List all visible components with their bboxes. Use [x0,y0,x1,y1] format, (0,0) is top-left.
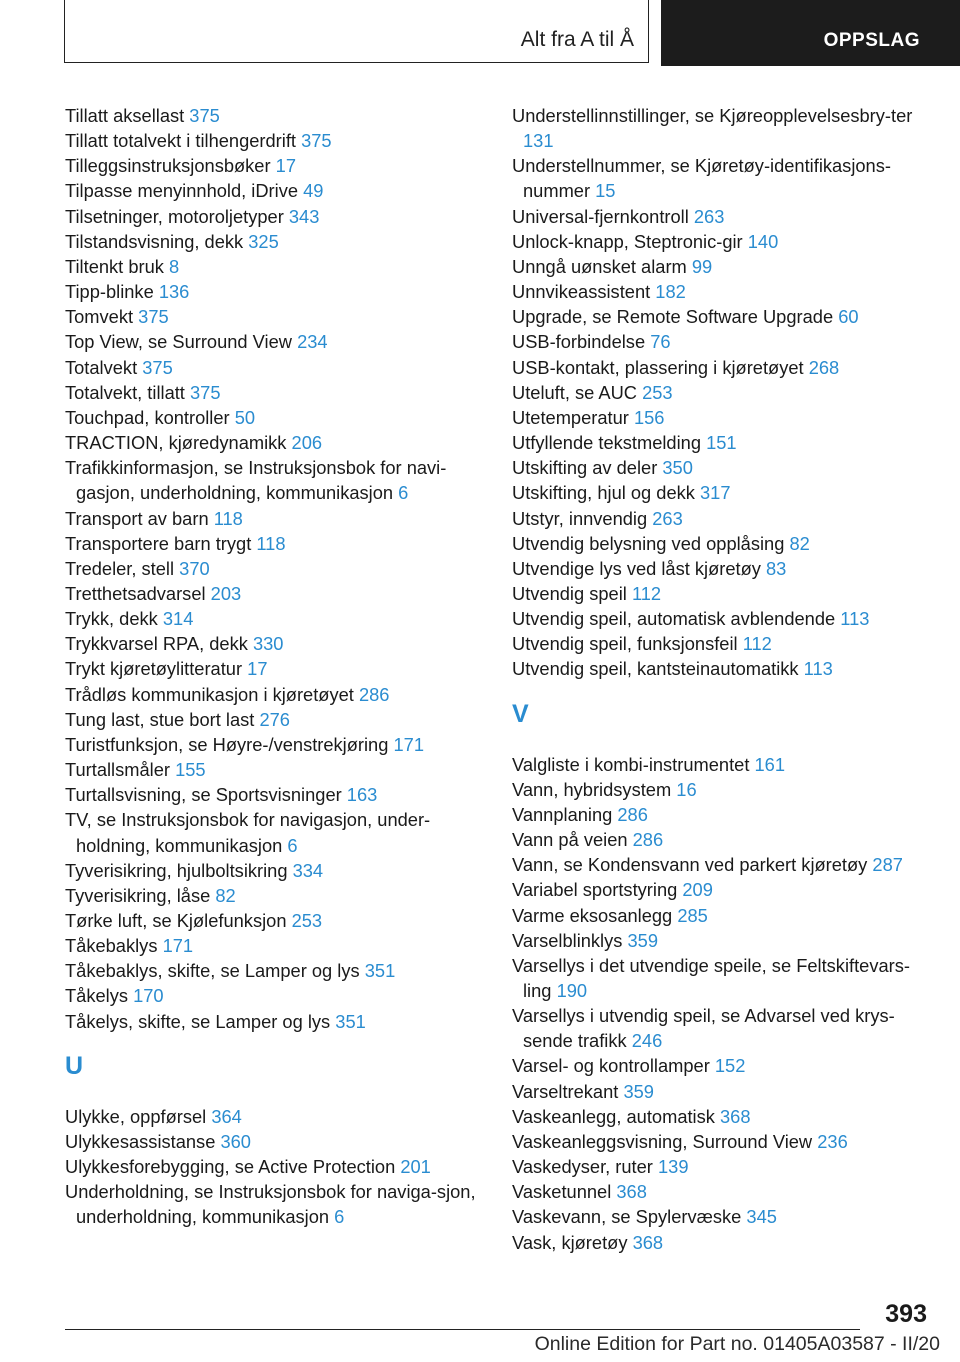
index-entry-text: Understellinnstillinger, se Kjøreopplevelsesbry‐ter [512,105,913,126]
index-entry-text: Vaskevann, se Spylervæske [512,1206,742,1228]
index-entry-text: Variabel sportstyring [512,879,678,901]
index-entry [512,1154,932,1179]
index-entry-text: USB-forbindelse [512,331,646,353]
index-entry-text: Vaskeanleggsvisning, Surround View [512,1130,813,1152]
index-entry-text: Varsellys i utvendig speil, se Advarsel ved krys‐sende trafikk [512,1005,895,1052]
page-reference-link[interactable]: 286 [358,683,390,705]
index-entry [65,405,485,430]
index-entry [65,380,485,405]
index-entry [65,631,485,656]
index-entry [512,103,932,153]
index-entry-text: Trykk, dekk [65,608,158,630]
index-entry-text: Varseltrekant [512,1080,619,1102]
page-header [0,0,960,66]
index-entry [512,752,932,777]
index-entry [65,455,485,505]
page-reference-link[interactable]: 99 [691,255,713,277]
index-entry-text: Tåkelys [65,985,128,1007]
index-entry [512,531,932,556]
index-entry-text: Ulykkesassistanse [65,1130,216,1152]
index-entry-text: Universal-fjernkontroll [512,205,689,227]
page-reference-link[interactable]: 209 [682,879,713,901]
index-entry [512,153,932,203]
index-entry-text: Underholdning, se Instruksjonsbok for naviga‐sjon, underholdning, kommunikasjon [65,1181,476,1228]
index-entry-text: Tåkelys, skifte, se Lamper og lys [65,1010,331,1032]
index-entry-text: Vann, se Kondensvann ved parkert kjøretøy [512,854,868,876]
page-reference-link[interactable]: 370 [179,557,210,579]
index-entry [512,581,932,606]
page-reference-link[interactable]: 190 [556,980,588,1001]
index-entry-text: Varselblinklys [512,929,623,951]
index-entry [512,480,932,505]
page-reference-link[interactable]: 6 [287,834,298,856]
index-entry-text: Trådløs kommunikasjon i kjøretøyet [65,683,354,705]
index-entry [65,229,485,254]
page-reference-link[interactable]: 16 [676,778,697,800]
index-entry-text: Utstyr, innvendig [512,507,648,529]
index-entry-text: Tung last, stue bort last [65,708,255,730]
index-entry-text: Vasketunnel [512,1181,612,1203]
index-entry [65,153,485,178]
page-reference-link[interactable]: 359 [627,929,659,951]
index-entry [512,556,932,581]
page-reference-link[interactable]: 285 [677,904,708,926]
index-entry [512,656,932,681]
index-entry [512,928,932,953]
page-reference-link[interactable]: 314 [162,608,194,630]
page-reference-link[interactable]: 359 [623,1080,654,1102]
page-reference-link[interactable]: 253 [291,910,323,931]
index-column-right [512,103,932,1255]
page-reference-link[interactable]: 118 [213,507,243,529]
page-reference-link[interactable]: 276 [259,708,290,730]
index-entry [65,606,485,631]
page-reference-link[interactable]: 17 [275,155,297,177]
index-entry [512,506,932,531]
index-entry-text: Utvendige lys ved låst kjøretøy [512,557,761,579]
index-entry-text: Turistfunksjon, se Høyre-/venstrekjøring [65,733,389,755]
index-entry [512,329,932,354]
page-reference-link[interactable]: 49 [303,180,324,202]
page-reference-link[interactable]: 118 [256,532,286,554]
index-entry-text: Unngå uønsket alarm [512,255,687,277]
index-entry-text: Ulykkesforebygging, se Active Protection [65,1156,396,1178]
index-entry-text: Utvendig speil, kantsteinautomatikk [512,658,799,680]
index-entry-text: Tillatt aksellast [65,105,185,126]
index-entry [65,656,485,681]
index-entry [65,430,485,455]
index-entry [512,380,932,405]
index-entry [65,178,485,203]
index-entry-text: Transport av barn [65,507,209,529]
index-entry-text: Vannplaning [512,803,613,825]
index-entry-text: Unnvikeassistent [512,281,651,303]
index-entry [65,556,485,581]
index-entry-text: Utvendig speil, automatisk avblendende [512,608,836,630]
index-entry [512,852,932,877]
index-entry-text: Tiltenkt bruk [65,255,164,277]
index-entry-text: Tåkebaklys [65,935,158,957]
page-reference-link[interactable]: 246 [631,1030,663,1052]
page-reference-link[interactable]: 201 [400,1156,431,1178]
page-reference-link[interactable]: 8 [168,255,180,277]
index-entry-text: Upgrade, se Remote Software Upgrade [512,306,834,328]
index-entry-text: Tilleggsinstruksjonsbøker [65,155,271,177]
page-reference-link[interactable]: 170 [133,985,164,1007]
index-entry [65,254,485,279]
page-reference-link[interactable]: 155 [175,759,206,781]
index-entry-text: TRACTION, kjøredynamikk [65,432,287,454]
index-entry [65,103,485,128]
index-entry [65,983,485,1008]
index-entry-text: Trykt kjøretøylitteratur [65,658,243,680]
page-reference-link[interactable]: 6 [398,482,409,504]
index-entry-text: Tretthetsadvarsel [65,582,206,604]
page-reference-link[interactable]: 112 [631,582,662,604]
index-entry [512,877,932,902]
index-entry [512,254,932,279]
page-reference-link[interactable]: 317 [700,482,731,504]
index-entry-text: Tredeler, stell [65,557,175,579]
page-reference-link[interactable]: 83 [766,557,787,579]
page-reference-link[interactable]: 206 [291,432,323,454]
page-reference-link[interactable]: 364 [211,1105,242,1127]
index-entry-text: Totalvekt, tillatt [65,381,185,403]
index-entry [512,405,932,430]
page-reference-link[interactable]: 334 [292,859,324,881]
page-reference-link[interactable]: 139 [658,1156,689,1178]
index-entry-text: Tilpasse menyinnhold, iDrive [65,180,299,202]
index-entry-text: Uteluft, se AUC [512,381,637,403]
page-reference-link[interactable]: 136 [158,281,190,303]
page-reference-link[interactable]: 375 [301,130,332,152]
index-entry-text: Transportere barn trygt [65,532,252,554]
index-entry [65,1154,485,1179]
index-letter-heading: U [65,1051,84,1080]
index-entry [512,355,932,380]
page-reference-link[interactable]: 351 [364,960,396,982]
page-reference-link[interactable]: 182 [655,281,686,303]
page-reference-link[interactable]: 345 [746,1206,777,1228]
index-entry-text: USB-kontakt, plassering i kjøretøyet [512,356,804,378]
index-entry-text: TV, se Instruksjonsbok for navigasjon, under‐holdning, kommunikasjon [65,809,431,856]
index-entry [65,883,485,908]
index-entry-text: Utvendig speil [512,582,627,604]
index-entry [512,1104,932,1129]
index-entry [512,1053,932,1078]
index-entry [65,1179,485,1229]
page-reference-link[interactable]: 286 [617,803,648,825]
page-reference-link[interactable]: 368 [616,1181,647,1203]
index-entry [512,1003,932,1053]
index-entry [65,531,485,556]
index-entry [512,229,932,254]
index-entry-text: Trykkvarsel RPA, dekk [65,633,248,655]
index-entry [65,128,485,153]
page-reference-link[interactable]: 325 [248,230,279,252]
page-reference-link[interactable]: 82 [215,884,236,906]
page-reference-link[interactable]: 152 [714,1055,746,1077]
index-entry [65,329,485,354]
index-entry-text: Understellnummer, se Kjøretøy-identifikasjons‐nummer [512,155,891,202]
page-reference-link[interactable]: 6 [334,1206,345,1228]
page-reference-link[interactable]: 171 [162,935,194,957]
index-entry [512,279,932,304]
index-entry [512,953,932,1003]
page-reference-link[interactable]: 50 [234,406,256,428]
index-entry-text: Turtallsmåler [65,759,170,781]
index-entry [65,506,485,531]
index-entry-text: Utetemperatur [512,406,629,428]
index-entry [65,908,485,933]
index-entry-text: Turtallsvisning, se Sportsvisninger [65,784,342,806]
index-column-left [65,103,485,1230]
index-entry [512,1129,932,1154]
page-reference-link[interactable]: 330 [252,633,284,655]
page-reference-link[interactable]: 286 [632,829,664,851]
chapter-tab-label: OPPSLAG [823,30,920,51]
index-entry [65,707,485,732]
index-entry [65,933,485,958]
index-entry [65,304,485,329]
index-entry [65,807,485,857]
page-reference-link[interactable]: 375 [142,356,173,378]
page-reference-link[interactable]: 375 [138,306,169,328]
index-entry [512,430,932,455]
index-entry [65,581,485,606]
page-reference-link[interactable]: 375 [189,381,221,403]
index-entry-text: Vann på veien [512,829,628,851]
index-entry [65,204,485,229]
index-entry-text: Touchpad, kontroller [65,406,230,428]
page-reference-link[interactable]: 375 [189,105,220,126]
index-entry [65,1129,485,1154]
index-entry [65,958,485,983]
index-entry-text: Varsel- og kontrollamper [512,1055,710,1077]
page-reference-link[interactable]: 203 [210,582,242,604]
page-reference-link[interactable]: 151 [706,432,737,454]
index-entry [65,355,485,380]
index-entry [65,858,485,883]
page-reference-link[interactable]: 82 [789,532,810,554]
index-entry [512,1230,932,1255]
index-entry-text: Valgliste i kombi-instrumentet [512,753,750,775]
index-entry-text: Utfyllende tekstmelding [512,432,701,454]
page-reference-link[interactable]: 236 [817,1130,848,1152]
page-reference-link[interactable]: 171 [393,733,425,755]
page-reference-link[interactable]: 263 [652,507,683,529]
page-number: 393 [885,1300,927,1328]
page-reference-link[interactable]: 253 [642,381,673,403]
page-reference-link[interactable]: 76 [650,331,671,353]
footer-edition: Online Edition for Part no. 01405A03587 - II/20 [534,1333,940,1355]
index-entry [65,682,485,707]
index-entry-text: Tillatt totalvekt i tilhengerdrift [65,130,296,152]
index-entry-text: Tyverisikring, låse [65,884,211,906]
index-entry-text: Tyverisikring, hjulboltsikring [65,859,288,881]
index-entry-text: Top View, se Surround View [65,331,292,353]
section-header-box [64,0,649,63]
index-entry-text: Vaskeanlegg, automatisk [512,1105,715,1127]
index-entry-text: Unlock-knapp, Steptronic-gir [512,230,743,252]
page-reference-link[interactable]: 234 [297,331,328,353]
index-entry-text: Trafikkinformasjon, se Instruksjonsbok for navi‐gasjon, underholdning, kommunikasjon [65,457,447,504]
index-entry [512,606,932,631]
page-reference-link[interactable]: 351 [335,1010,366,1032]
index-entry-text: Vask, kjøretøy [512,1231,628,1253]
index-entry [65,1104,485,1129]
footer-divider [65,1329,860,1330]
section-title: Alt fra A til Å [520,28,634,51]
page-reference-link[interactable]: 163 [346,784,378,806]
index-entry [512,455,932,480]
index-entry-text: Ulykke, oppførsel [65,1105,207,1127]
index-entry [65,757,485,782]
page-reference-link[interactable]: 268 [808,356,840,378]
page-reference-link[interactable]: 368 [720,1105,751,1127]
index-entry-text: Utskifting, hjul og dekk [512,482,695,504]
page-reference-link[interactable]: 287 [872,854,903,876]
index-entry-text: Tilstandsvisning, dekk [65,230,244,252]
index-entry-text: Utvendig speil, funksjonsfeil [512,633,738,655]
index-entry [512,1179,932,1204]
page-reference-link[interactable]: 17 [247,658,268,680]
page-reference-link[interactable]: 15 [595,180,616,202]
page-reference-link[interactable]: 360 [220,1130,251,1152]
index-entry [512,777,932,802]
index-entry-text: Varme eksosanlegg [512,904,673,926]
index-entry-text: Tomvekt [65,306,134,328]
index-entry-text: Varsellys i det utvendige speile, se Feltskiftevars‐ling [512,954,910,1001]
index-entry-text: Totalvekt [65,356,138,378]
page-reference-link[interactable]: 343 [288,205,320,227]
index-entry-text: Utskifting av deler [512,457,658,479]
page-reference-link[interactable]: 350 [662,457,693,479]
index-entry-text: Tørke luft, se Kjølefunksjon [65,910,287,931]
page-reference-link[interactable]: 140 [747,230,779,252]
index-entry [512,204,932,229]
index-entry [512,802,932,827]
page-reference-link[interactable]: 156 [633,406,665,428]
page-reference-link[interactable]: 113 [840,608,870,630]
index-entry [512,1204,932,1229]
page-reference-link[interactable]: 263 [693,205,725,227]
index-entry-text: Tipp-blinke [65,281,154,303]
index-entry-text: Vaskedyser, ruter [512,1156,653,1178]
page-reference-link[interactable]: 368 [632,1231,664,1253]
page-reference-link[interactable]: 131 [523,130,554,152]
page-reference-link[interactable]: 161 [754,753,786,775]
index-entry-text: Tilsetninger, motoroljetyper [65,205,284,227]
index-entry [512,631,932,656]
index-entry [512,1079,932,1104]
index-entry-text: Tåkebaklys, skifte, se Lamper og lys [65,960,360,982]
index-entry [65,732,485,757]
page-reference-link[interactable]: 113 [803,658,833,680]
index-entry [512,827,932,852]
page-reference-link[interactable]: 60 [838,306,859,328]
index-entry-text: Vann, hybridsystem [512,778,672,800]
index-letter-heading: V [512,699,529,728]
index-entry [65,279,485,304]
page-reference-link[interactable]: 112 [742,633,772,655]
index-entry [512,304,932,329]
index-entry [65,1009,485,1034]
index-entry [65,782,485,807]
index-entry [512,903,932,928]
index-entry-text: Utvendig belysning ved opplåsing [512,532,785,554]
chapter-tab [661,0,960,66]
